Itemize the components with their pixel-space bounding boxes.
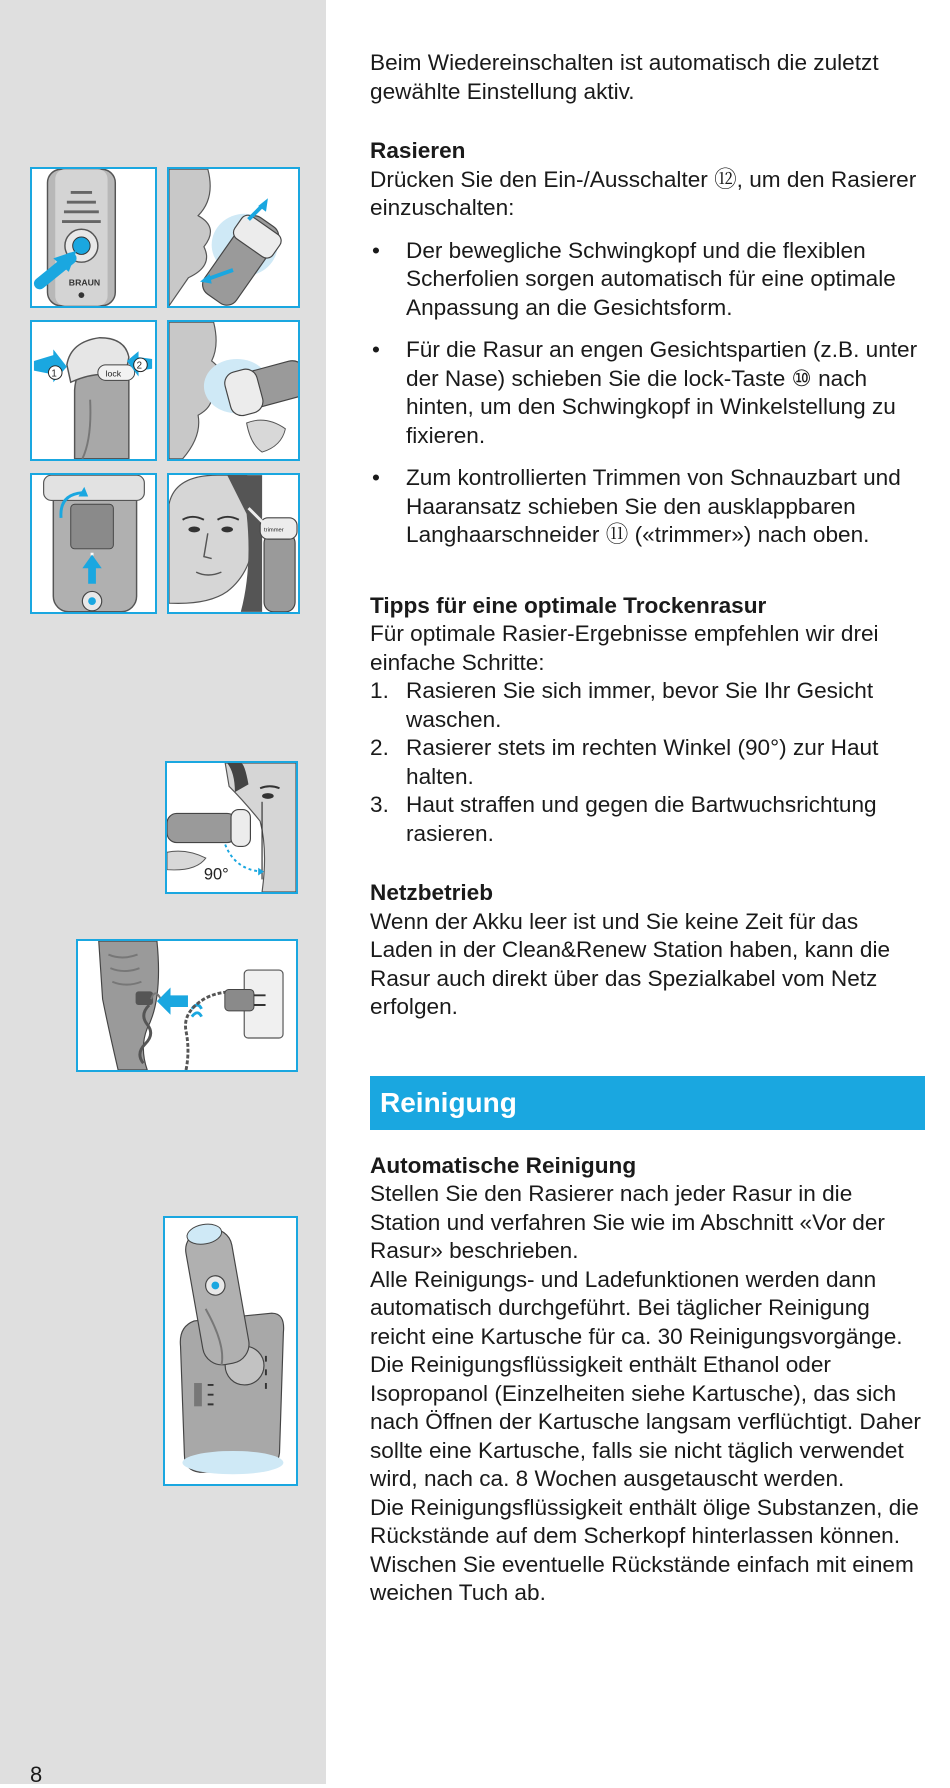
reinigung-paragraph: Die Reinigungsflüssigkeit enthält Ethanol oder Isopropanol (Einzelheiten siehe Kartusche), das sich nach Öffnen der Kartusche langsam verflüchtigt. Daher sollte eine Kartusche, falls sie nicht täglich verwendet wird, nach ca. 8 Wochen ausgetauscht werden. <box>370 1352 921 1491</box>
heading-rasieren: Rasieren <box>370 138 466 163</box>
step-number: 2. <box>370 735 389 760</box>
step-two-marker: 2 <box>136 360 142 372</box>
reinigung-paragraph: Die Reinigungsflüssigkeit enthält ölige Substanzen, die Rückstände auf dem Scherkopf hinterlassen können. Wischen Sie eventuelle Rückstände einfach mit einem weichen Tuch ab. <box>370 1494 919 1605</box>
list-item <box>370 677 925 734</box>
tipps-step-list <box>370 677 925 848</box>
rasieren-bullet-list <box>370 237 925 550</box>
figure-ninety-degree <box>165 761 298 894</box>
figure-trimmer-face <box>167 473 300 614</box>
page-number: 8 <box>30 1762 43 1787</box>
figure-power-cord <box>76 939 298 1072</box>
lock-button-illustration <box>32 322 155 459</box>
trimmer-label: trimmer <box>264 527 284 534</box>
netzbetrieb-text: Wenn der Akku leer ist und Sie keine Zeit für das Laden in der Clean&Renew Station haben, kann die Rasur auch direkt über das Spezialkabel vom Netz erfolgen. <box>370 908 891 1019</box>
step-number: 1. <box>370 678 389 703</box>
right-angle-illustration <box>167 763 296 892</box>
step-text: Rasierer stets im rechten Winkel (90°) zur Haut halten. <box>406 735 879 789</box>
figure-trimmer-up <box>30 473 157 614</box>
figure-shaving-chin <box>167 167 300 308</box>
step-number: 3. <box>370 792 389 817</box>
heading-netzbetrieb: Netzbetrieb <box>370 880 494 905</box>
trimmer-slide-illustration <box>32 475 155 612</box>
rasieren-text: Drücken Sie den Ein-/Ausschalter ⑫, um den Rasierer einzuschalten: <box>370 166 917 220</box>
list-item: • Zum kontrollierten Trimmen von Schnauzbart und Haaransatz schieben Sie den ausklappbaren Langhaarschneider ⑪ («trimmer») nach oben. <box>370 464 925 550</box>
shaver-switch-illustration <box>32 169 155 306</box>
figure-shaving-nose <box>167 320 300 461</box>
step-text: Rasieren Sie sich immer, bevor Sie Ihr Gesicht waschen. <box>406 678 874 732</box>
heading-automatische-reinigung: Automatische Reinigung <box>370 1152 637 1178</box>
figure-switch-on <box>30 167 157 308</box>
list-item: • Der bewegliche Schwingkopf und die flexiblen Scherfolien sorgen automatisch für eine optimale Anpassung an die Gesichtsform. <box>370 237 925 323</box>
section-banner-reinigung: Reinigung <box>370 1076 925 1130</box>
cleaning-station-illustration <box>165 1218 296 1484</box>
step-one-marker: 1 <box>51 368 57 380</box>
list-item <box>370 791 925 848</box>
illustration-column <box>0 0 326 1787</box>
intro-paragraph: Beim Wiedereinschalten ist automatisch die zuletzt gewählte Einstellung aktiv. <box>370 50 879 104</box>
heading-tipps: Tipps für eine optimale Trockenrasur <box>370 592 767 618</box>
tipps-text: Für optimale Rasier-Ergebnisse empfehlen wir drei einfache Schritte: <box>370 621 879 675</box>
nose-shaving-illustration <box>169 322 298 459</box>
power-cord-illustration <box>78 941 296 1070</box>
list-item <box>370 734 925 791</box>
angle-label: 90° <box>203 865 229 884</box>
main-text-column <box>370 49 925 1608</box>
figure-lock-button <box>30 320 157 461</box>
reinigung-paragraph: Stellen Sie den Rasierer nach jeder Rasur in die Station und verfahren Sie wie im Abschnitt «Vor der Rasur» beschrieben. <box>370 1181 885 1263</box>
step-text: Haut straffen und gegen die Bartwuchsrichtung rasieren. <box>406 792 877 846</box>
lock-label: lock <box>105 368 122 379</box>
figure-cleaning-station <box>163 1216 298 1486</box>
brand-logo-text: BRAUN <box>68 277 101 288</box>
list-item: • Für die Rasur an engen Gesichtspartien (z.B. unter der Nase) schieben Sie die lock-Taste ⑩ nach hinten, um den Schwingkopf in Winkelstellung zu fixieren. <box>370 336 925 450</box>
chin-shaving-illustration <box>169 169 298 306</box>
face-trimmer-illustration <box>169 475 298 612</box>
reinigung-paragraph: Alle Reinigungs- und Ladefunktionen werden dann automatisch durchgeführt. Bei täglicher Reinigung reicht eine Kartusche für ca. 30 Reinigungsvorgänge. <box>370 1266 903 1349</box>
